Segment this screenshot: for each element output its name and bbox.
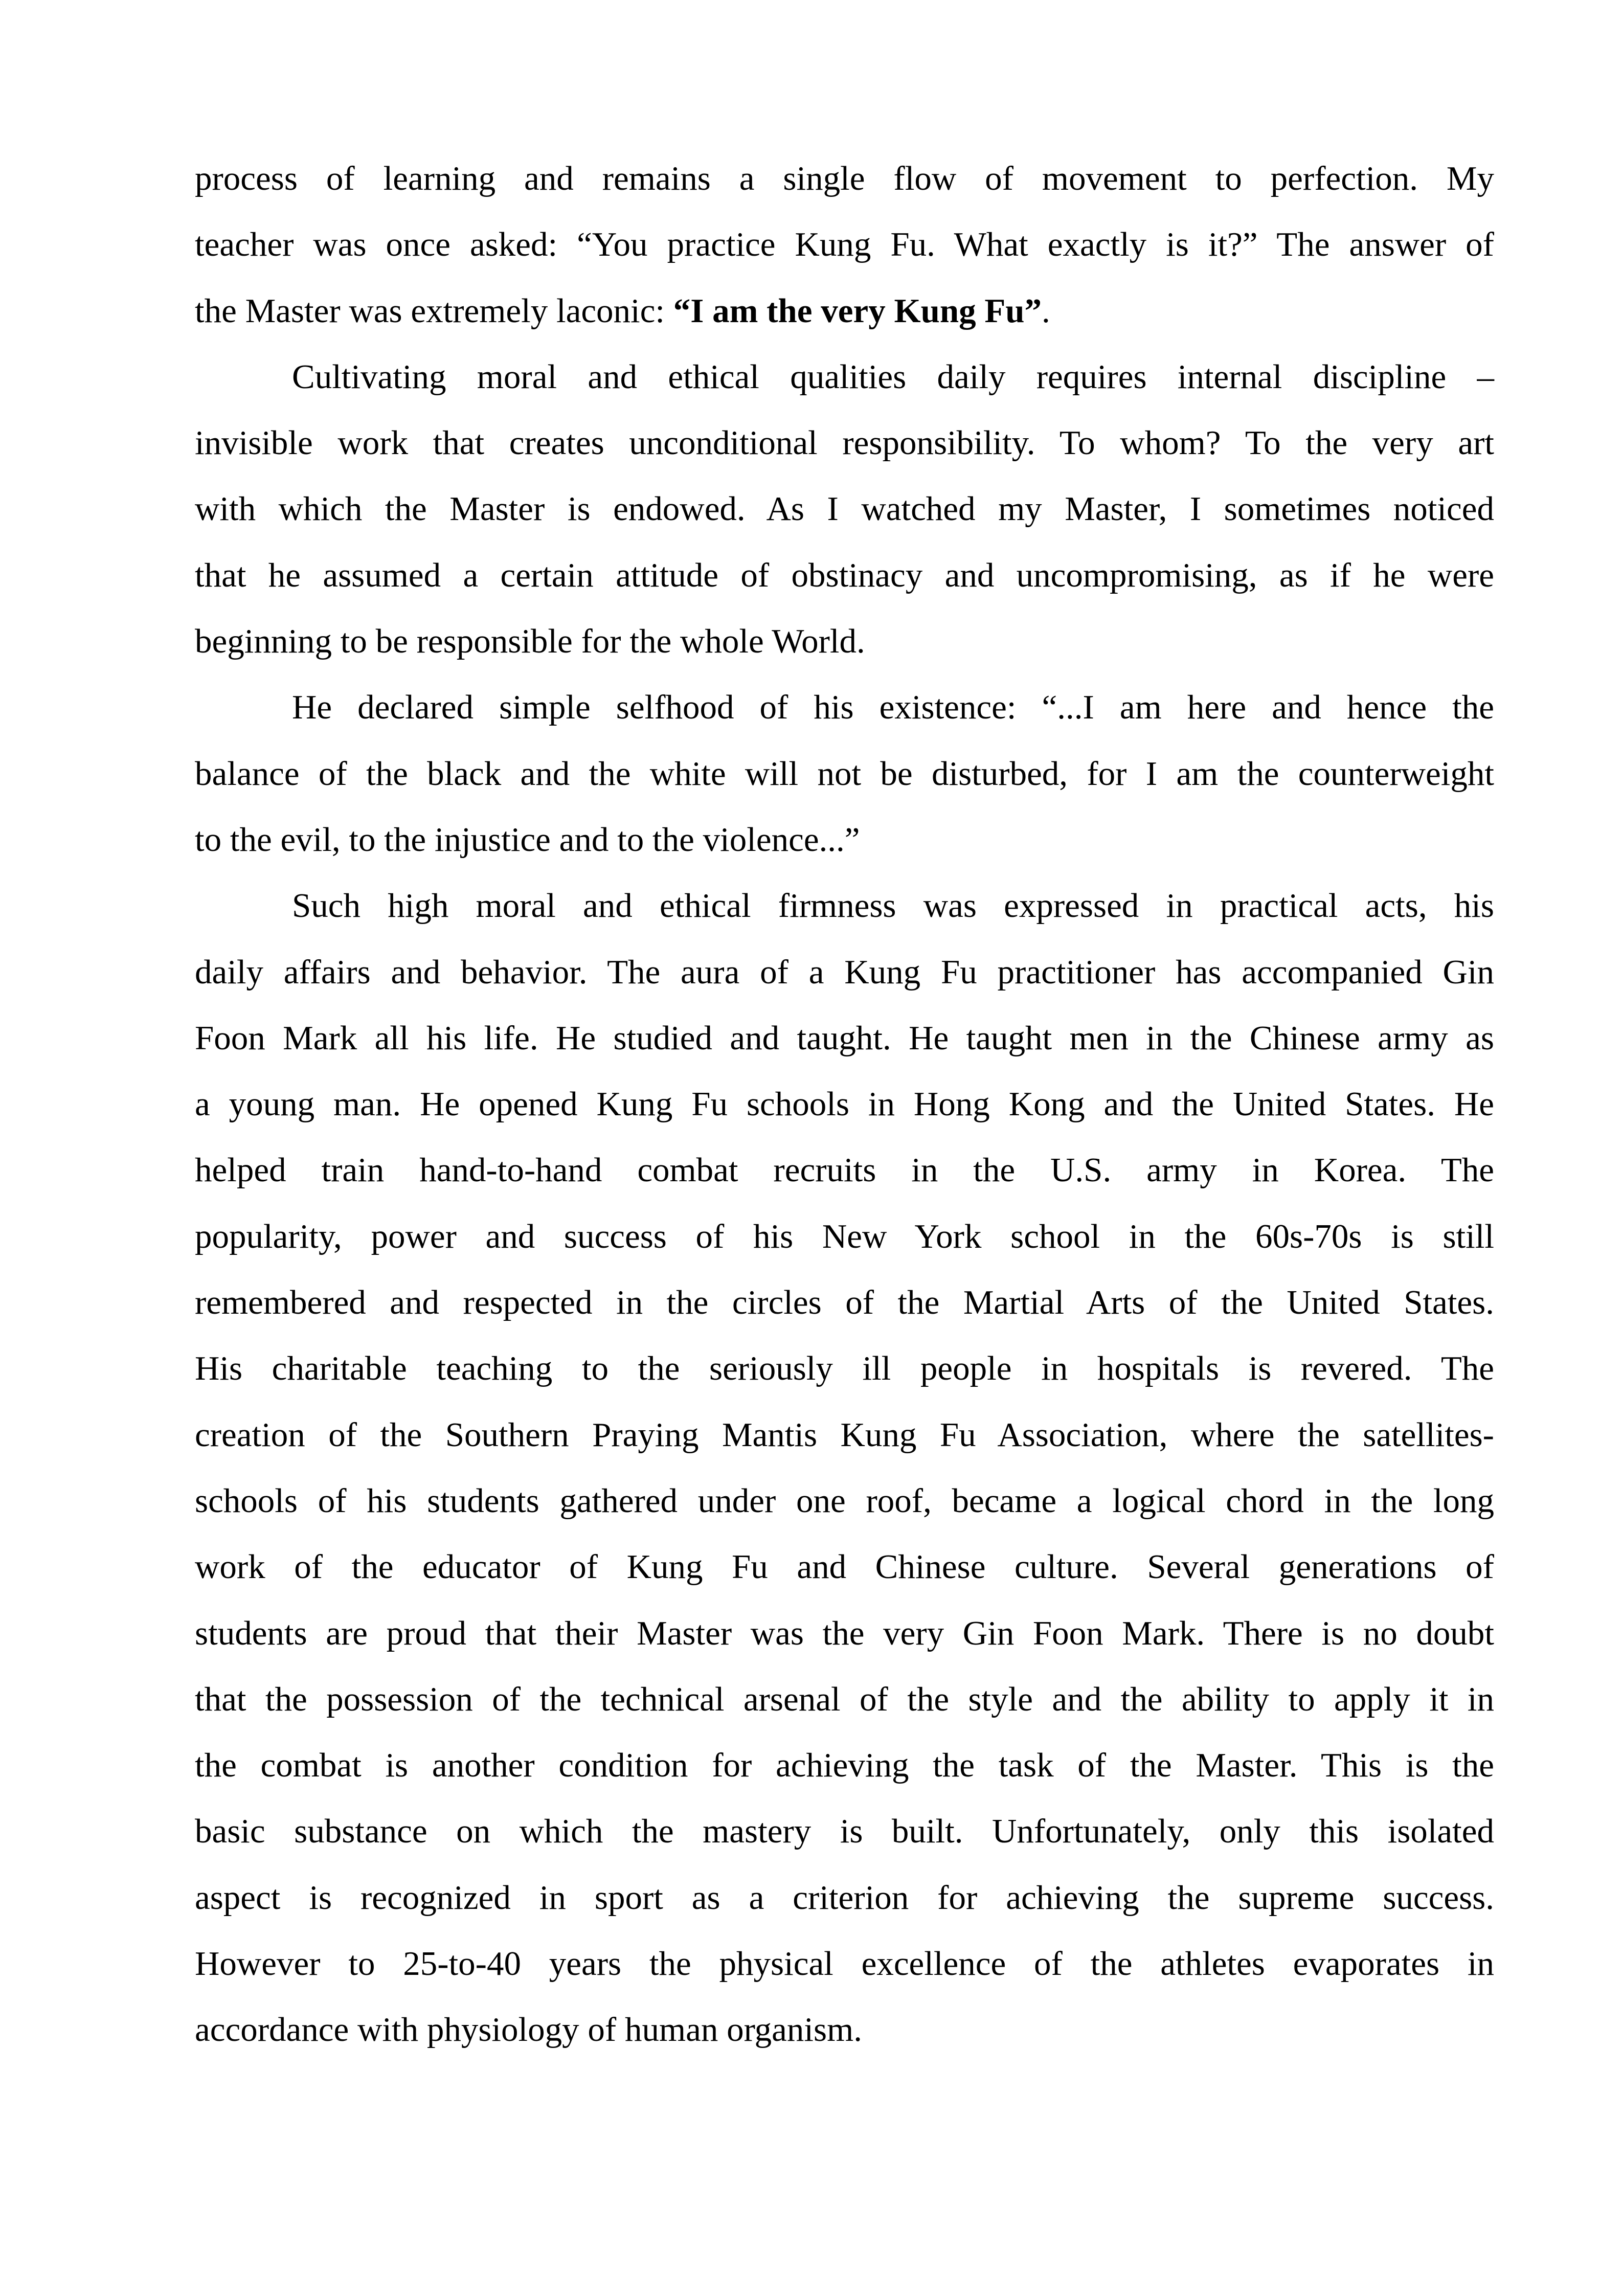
text-line: beginning to be responsible for the whole World. — [195, 622, 865, 661]
text-line: invisible work that creates unconditional responsibility. To whom? To the very art — [195, 424, 1494, 462]
text-line: a young man. He opened Kung Fu schools in Hong Kong and the United States. He — [195, 1085, 1494, 1123]
text-line: balance of the black and the white will not be disturbed, for I am the counterweight — [195, 754, 1494, 793]
text-line: with which the Master is endowed. As I watched my Master, I sometimes noticed — [195, 490, 1494, 528]
text-line: Cultivating moral and ethical qualities daily requires internal discipline – — [292, 357, 1494, 396]
text-line — [195, 278, 1494, 344]
text-line: students are proud that their Master was the very Gin Foon Mark. There is no doubt — [195, 1614, 1494, 1652]
text-line: daily affairs and behavior. The aura of a Kung Fu practitioner has accompanied Gin — [195, 953, 1494, 991]
text-line: remembered and respected in the circles of the Martial Arts of the United States. — [195, 1284, 1494, 1322]
text-segment: the Master was extremely laconic: — [195, 291, 673, 330]
text-line: accordance with physiology of human organism. — [195, 2011, 862, 2049]
text-line: work of the educator of Kung Fu and Chinese culture. Several generations of — [195, 1548, 1494, 1586]
text-line: to the evil, to the injustice and to the violence...” — [195, 820, 860, 859]
text-line: that he assumed a certain attitude of obstinacy and uncompromising, as if he were — [195, 556, 1494, 594]
text-line: Foon Mark all his life. He studied and taught. He taught men in the Chinese army as — [195, 1019, 1494, 1057]
text-line: helped train hand-to-hand combat recruits in the U.S. army in Korea. The — [195, 1151, 1494, 1189]
document-page — [195, 146, 1494, 2063]
text-line: However to 25-to-40 years the physical excellence of the athletes evaporates in — [195, 1945, 1494, 1983]
text-line: teacher was once asked: “You practice Kung Fu. What exactly is it?” The answer of — [195, 226, 1494, 264]
text-line: that the possession of the technical arsenal of the style and the ability to apply it in — [195, 1680, 1494, 1718]
text-line: basic substance on which the mastery is built. Unfortunately, only this isolated — [195, 1812, 1494, 1851]
text-line: He declared simple selfhood of his existence: “...I am here and hence the — [292, 688, 1494, 727]
paragraph-4 — [195, 873, 1494, 2063]
text-line: Such high moral and ethical firmness was expressed in practical acts, his — [292, 887, 1494, 925]
text-line: popularity, power and success of his New York school in the 60s-70s is still — [195, 1217, 1494, 1255]
paragraph-3 — [195, 674, 1494, 873]
text-line: His charitable teaching to the seriously ill people in hospitals is revered. The — [195, 1349, 1494, 1388]
paragraph-2 — [195, 344, 1494, 674]
bold-quote: “I am the very Kung Fu” — [673, 291, 1042, 330]
paragraph-1 — [195, 146, 1494, 344]
text-line: the combat is another condition for achieving the task of the Master. This is the — [195, 1746, 1494, 1785]
text-line: schools of his students gathered under one roof, became a logical chord in the long — [195, 1481, 1494, 1520]
text-segment: . — [1042, 291, 1050, 330]
text-line: creation of the Southern Praying Mantis Kung Fu Association, where the satellites- — [195, 1415, 1494, 1454]
text-line: process of learning and remains a single flow of movement to perfection. My — [195, 160, 1494, 197]
text-line: aspect is recognized in sport as a criterion for achieving the supreme success. — [195, 1878, 1494, 1917]
